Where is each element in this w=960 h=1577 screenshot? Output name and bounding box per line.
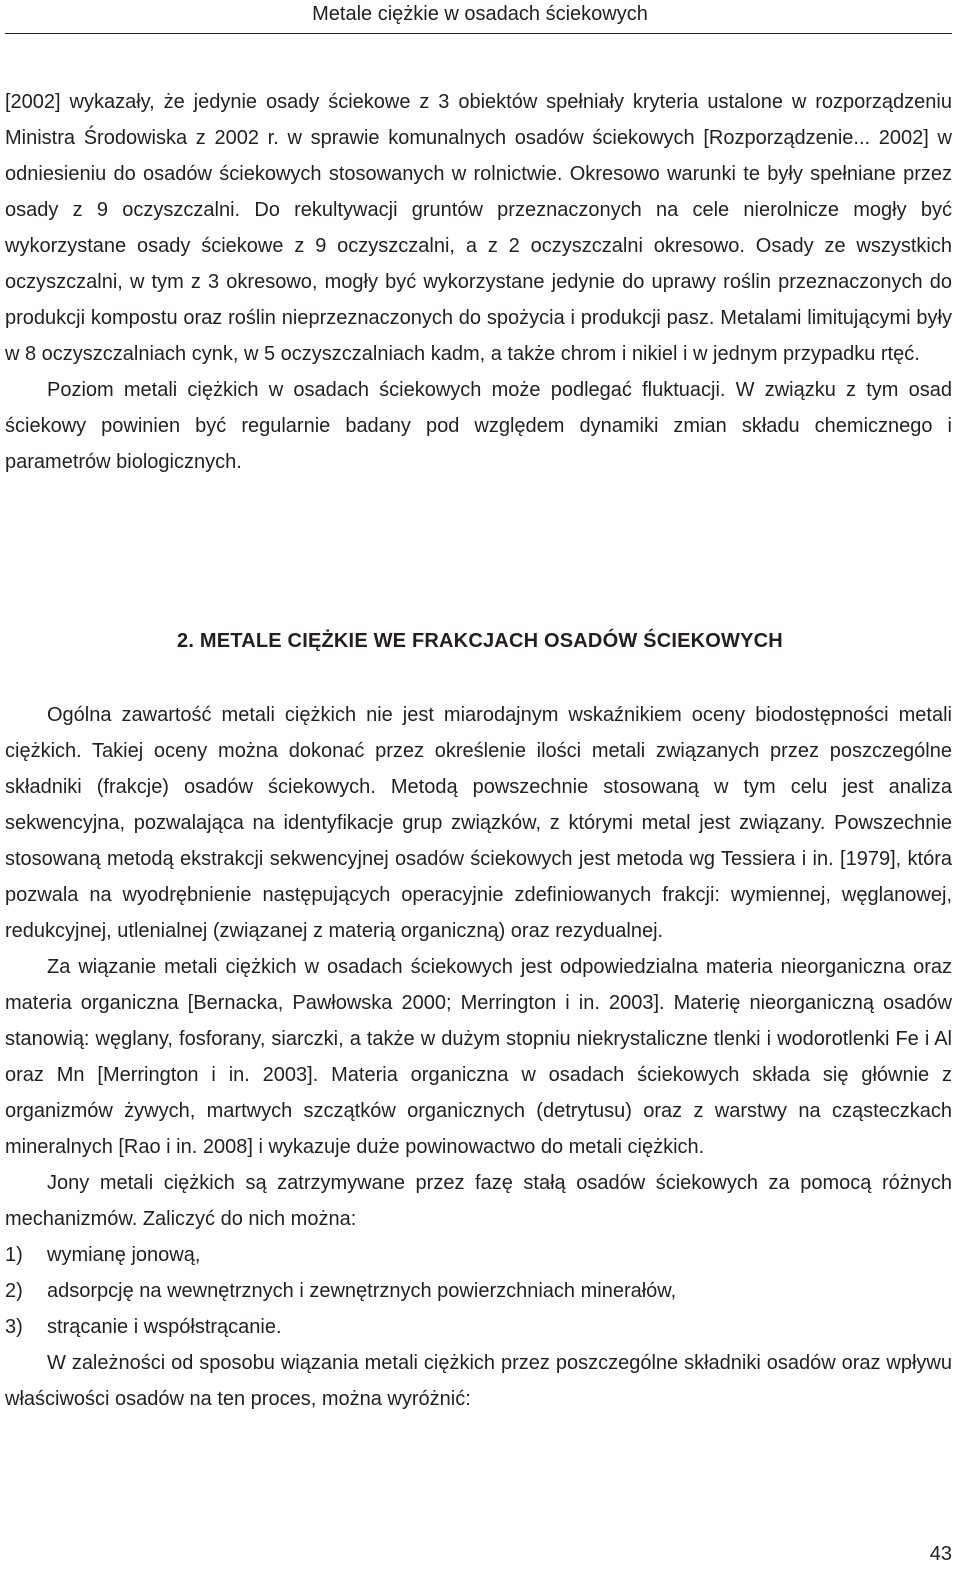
list-item-number: 3)	[5, 1316, 23, 1338]
paragraph: Jony metali ciężkich są zatrzymywane przez fazę stałą osadów ściekowych za pomocą różnych mechanizmów. Zaliczyć do nich można:	[5, 1172, 952, 1230]
header-rule	[5, 33, 952, 34]
text-block-intro	[5, 84, 952, 480]
list-item-number: 1)	[5, 1244, 23, 1266]
list-item-number: 2)	[5, 1280, 23, 1302]
running-header	[0, 0, 960, 34]
list-item	[5, 1237, 952, 1273]
list-item-text: wymianę jonową,	[47, 1244, 201, 1266]
text-block-section-2	[5, 697, 952, 1417]
paragraph: Ogólna zawartość metali ciężkich nie jest miarodajnym wskaźnikiem oceny biodostępności metali ciężkich. Takiej oceny można dokonać przez określenie ilości metali związanych przez poszczególne składniki (frakcje) osadów ściekowych. Metodą powszechnie stosowaną w tym celu jest analiza sekwencyjna, pozwalająca na identyfikacje grup związków, z którymi metal jest związany. Powszechnie stosowaną metodą ekstrakcji sekwencyjnej osadów ściekowych jest metoda wg Tessiera i in. [1979], która pozwala na wyodrębnienie następujących operacyjnie zdefiniowanych frakcji: wymiennej, węglanowej, redukcyjnej, utlenialnej (związanej z materią organiczną) oraz rezydualnej.	[5, 704, 952, 942]
list-item	[5, 1309, 952, 1345]
list-item-text: adsorpcję na wewnętrznych i zewnętrznych powierzchniach minerałów,	[47, 1280, 677, 1302]
section-heading: 2. METALE CIĘŻKIE WE FRAKCJACH OSADÓW ŚCIEKOWYCH	[177, 630, 783, 652]
paragraph: W zależności od sposobu wiązania metali ciężkich przez poszczególne składniki osadów oraz wpływu właściwości osadów na ten proces, można wyróżnić:	[5, 1352, 952, 1410]
paragraph: Poziom metali ciężkich w osadach ściekowych może podlegać fluktuacji. W związku z tym osad ściekowy powinien być regularnie badany pod względem dynamiki zmian składu chemicznego i parametrów biologicznych.	[5, 379, 952, 473]
page-number: 43	[929, 1543, 952, 1565]
list-item-text: strącanie i współstrącanie.	[47, 1316, 282, 1338]
mechanism-list	[5, 1237, 952, 1345]
paragraph: Za wiązanie metali ciężkich w osadach ściekowych jest odpowiedzialna materia nieorganiczna oraz materia organiczna [Bernacka, Pawłowska 2000; Merrington i in. 2003]. Materię nieorganiczną osadów stanowią: węglany, fosforany, siarczki, a także w dużym stopniu niekrystaliczne tlenki i wodorotlenki Fe i Al oraz Mn [Merrington i in. 2003]. Materia organiczna w osadach ściekowych składa się głównie z organizmów żywych, martwych szczątków organicznych (detrytusu) oraz z warstwy na cząsteczkach mineralnych [Rao i in. 2008] i wykazuje duże powinowactwo do metali ciężkich.	[5, 956, 952, 1158]
list-item	[5, 1273, 952, 1309]
running-header-title: Metale ciężkie w osadach ściekowych	[312, 3, 648, 25]
paragraph: [2002] wykazały, że jedynie osady ściekowe z 3 obiektów spełniały kryteria ustalone w rozporządzeniu Ministra Środowiska z 2002 r. w sprawie komunalnych osadów ściekowych [Rozporządzenie... 2002] w odniesieniu do osadów ściekowych stosowanych w rolnictwie. Okresowo warunki te były spełniane przez osady z 9 oczyszczalni. Do rekultywacji gruntów przeznaczonych na cele nierolnicze mogły być wykorzystane osady ściekowe z 9 oczyszczalni, a z 2 oczyszczalni okresowo. Osady ze wszystkich oczyszczalni, w tym z 3 okresowo, mogły być wykorzystane jedynie do uprawy roślin przeznaczonych do produkcji kompostu oraz roślin nieprzeznaczonych do spożycia i produkcji pasz. Metalami limitującymi były w 8 oczyszczalniach cynk, w 5 oczyszczalniach kadm, a także chrom i nikiel i w jednym przypadku rtęć.	[5, 91, 952, 365]
